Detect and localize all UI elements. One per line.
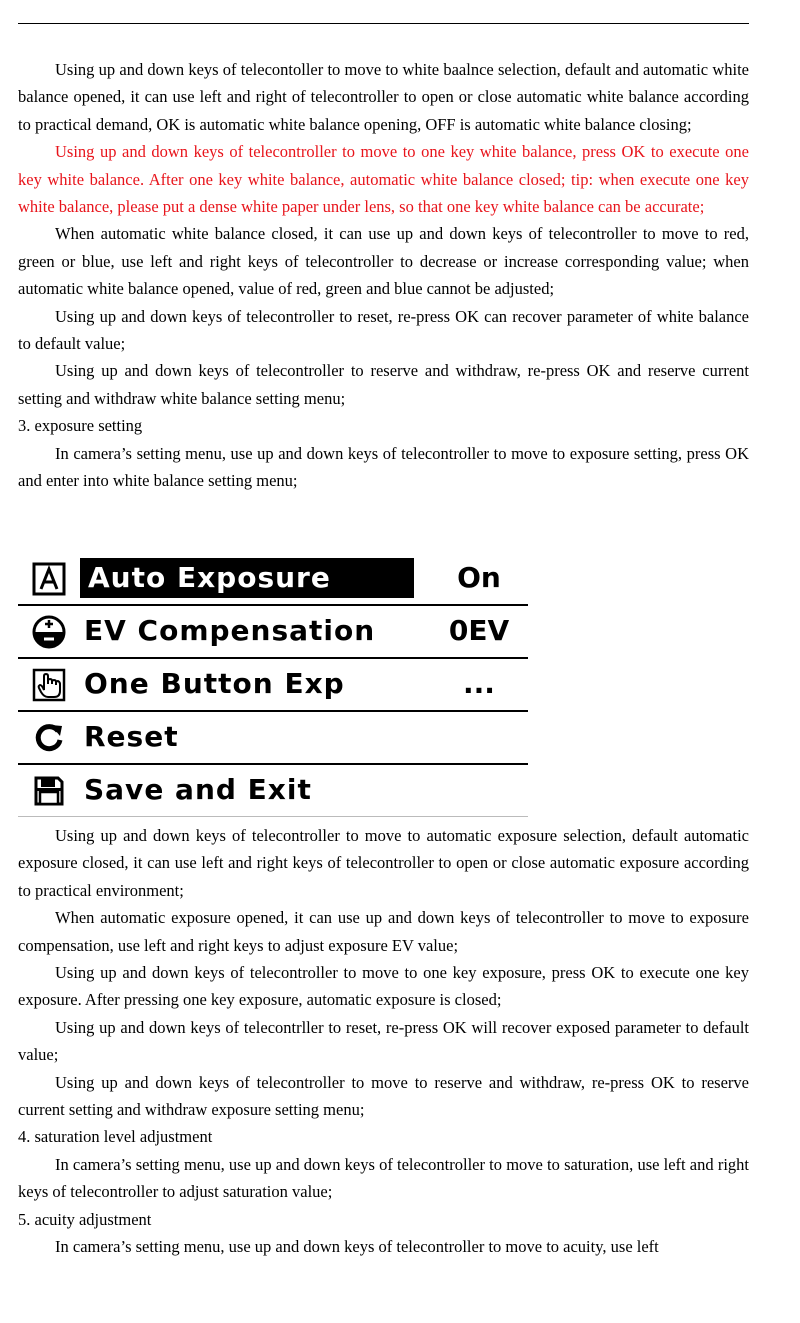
document-body-top [18, 56, 749, 495]
paragraph-one-key-wb-tip: Using up and down keys of telecontroller to move to one key white balance, press OK to execute one key white balance. After one key white balance, automatic white balance closed; tip: when execute one key white balance, please put a dense white paper under lens, so that one key white balance can be accurate; [18, 142, 749, 217]
menu-label: Auto Exposure [80, 558, 414, 598]
section-heading-exposure: 3. exposure setting [18, 416, 143, 436]
refresh-icon [32, 721, 66, 755]
floppy-disk-icon [32, 774, 66, 808]
menu-label: Reset [84, 720, 179, 753]
menu-value [438, 717, 520, 757]
section-heading-saturation: 4. saturation level adjustment [18, 1127, 213, 1147]
paragraph-wb-save: Using up and down keys of telecontroller to reserve and withdraw, re-press OK and reserve current setting and withdraw white balance setting menu; [18, 361, 749, 408]
paragraph-saturation: In camera’s setting menu, use up and down keys of telecontroller to move to saturation, use left and right keys of telecontroller to adjust saturation value; [18, 1154, 749, 1202]
paragraph-acuity: In camera’s setting menu, use up and down keys of telecontroller to move to acuity, use left [55, 1237, 659, 1257]
paragraph-awb-selection: Using up and down keys of telecontoller to move to white baalnce selection, default and automatic white balance opened, it can use left and right of telecontroller to open or close automatic white balance according to practical demand, OK is automatic white balance opening, OFF is automatic white balance closing; [18, 60, 749, 134]
menu-label: EV Compensation [84, 614, 376, 647]
menu-item-one-button-exp[interactable] [18, 658, 528, 712]
menu-label: Save and Exit [84, 773, 312, 806]
auto-a-icon [32, 562, 66, 596]
menu-item-reset[interactable] [18, 711, 528, 765]
menu-value: ... [463, 667, 495, 700]
paragraph-exposure-reset: Using up and down keys of telecontrller to reset, re-press OK will recover exposed parameter to default value; [18, 1017, 749, 1065]
document-body-bottom [18, 822, 749, 1261]
paragraph-wb-reset: Using up and down keys of telecontroller to reset, re-press OK can recover parameter of white balance to default value; [18, 306, 749, 354]
paragraph-ae-selection: Using up and down keys of telecontroller to move to automatic exposure selection, default automatic exposure closed, it can use left and right keys of telecontroller to open or close automatic exposure according to practical environment; [18, 826, 749, 900]
section-heading-acuity: 5. acuity adjustment [18, 1209, 152, 1229]
paragraph-rgb-adjust: When automatic white balance closed, it can use up and down keys of telecontroller to move to red, green or blue, use left and right keys of telecontroller to decrease or increase corresponding value; when automatic white balance opened, value of red, green and blue cannot be adjusted; [18, 224, 749, 299]
paragraph-exposure-save: Using up and down keys of telecontroller to move to reserve and withdraw, re-press OK to reserve current setting and withdraw exposure setting menu; [18, 1072, 749, 1120]
menu-value: On [457, 561, 501, 594]
paragraph-one-key-exposure: Using up and down keys of telecontroller to move to one key exposure, press OK to execute one key exposure. After pressing one key exposure, automatic exposure is closed; [18, 963, 749, 1010]
ev-plus-minus-icon [32, 615, 66, 649]
paragraph-exposure-enter: In camera’s setting menu, use up and down keys of telecontroller to move to exposure setting, press OK and enter into white balance setting menu; [18, 443, 749, 491]
header-rule [18, 23, 749, 24]
paragraph-ev-compensation: When automatic exposure opened, it can use up and down keys of telecontroller to move to exposure compensation, use left and right keys to adjust exposure EV value; [18, 908, 749, 955]
menu-value: 0EV [448, 614, 510, 647]
exposure-settings-menu [18, 552, 528, 816]
menu-label: One Button Exp [84, 667, 345, 700]
menu-item-save-and-exit[interactable] [18, 764, 528, 817]
menu-item-auto-exposure[interactable] [18, 552, 528, 606]
menu-value [438, 770, 520, 810]
hand-pointer-icon [32, 668, 66, 702]
menu-item-ev-compensation[interactable] [18, 605, 528, 659]
